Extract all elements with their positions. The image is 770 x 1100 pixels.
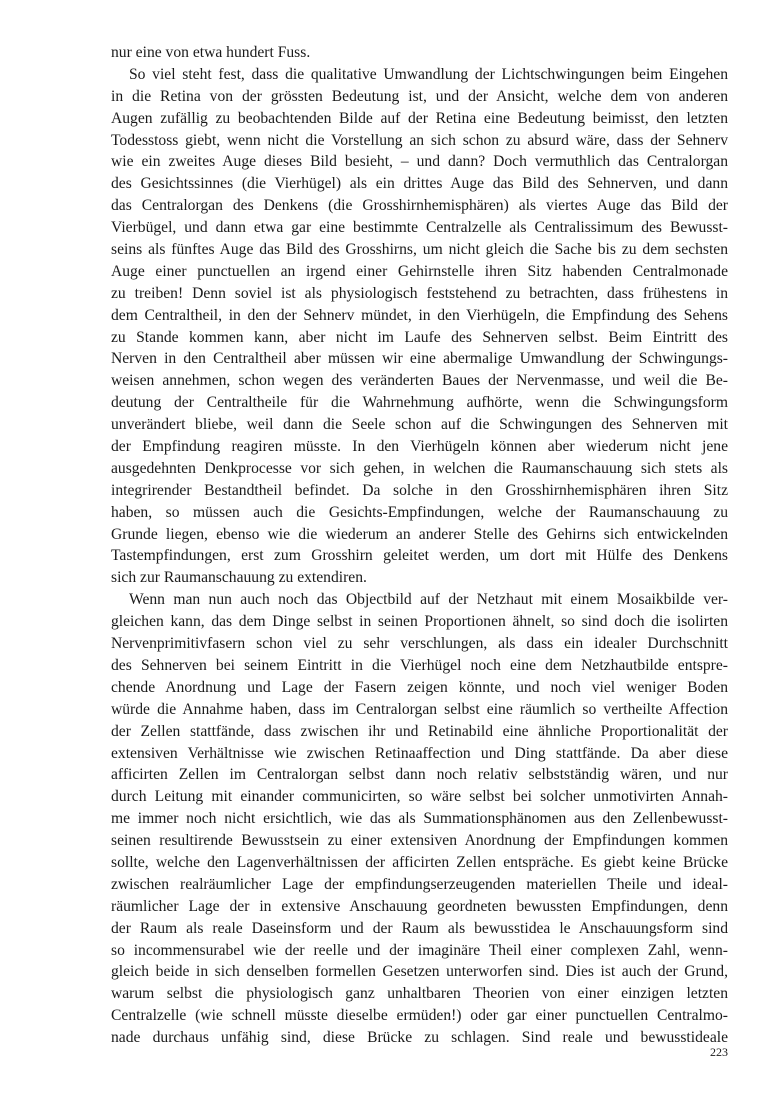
text-line: der Raum als reale Daseinsform und der Raum als bewusstidea le Anschauungsform sind xyxy=(111,919,728,937)
text-line: sollte, welche den Lagenverhältnissen der afficirten Zellen entspräche. Es giebt keine Brücke xyxy=(111,853,728,871)
text-line: chende Anordnung und Lage der Fasern zeigen könnte, und noch viel weniger Boden xyxy=(111,678,728,696)
text-line: nade durchaus unfähig sind, diese Brücke zu schlagen. Sind reale und bewusstideale xyxy=(111,1029,728,1047)
text-line: Grunde liegen, ebenso wie die wiederum an anderer Stelle des Gehirns sich entwickelnden xyxy=(111,525,728,543)
text-line: seins als fünftes Auge das Bild des Grosshirns, um nicht gleich die Sache bis zu dem sechsten xyxy=(111,241,728,259)
text-line: extensiven Verhältnisse wie zwischen Retinaaffection und Ding stattfände. Da aber diese xyxy=(111,744,728,762)
text-line: nur eine von etwa hundert Fuss. xyxy=(111,44,311,61)
paragraph-first-line: So viel steht fest, dass die qualitative Umwandlung der Lichtschwingungen beim Eingehen xyxy=(129,65,728,83)
text-line: unverändert bliebe, weil dann die Seele schon auf die Schwingungen des Sehnerven mit xyxy=(111,416,728,434)
text-line: in die Retina von der grössten Bedeutung ist, und der Ansicht, welche dem von anderen xyxy=(111,87,728,105)
text-line: Augen zufällig zu beobachtenden Bilde auf der Retina eine Bedeutung beimisst, den letzten xyxy=(111,109,728,127)
page-number: 223 xyxy=(710,1045,728,1059)
text-line: deutung der Centraltheile für die Wahrnehmung aufhörte, wenn die Schwingungsform xyxy=(111,394,728,412)
text-line: Nervenprimitivfasern schon viel zu sehr verschlungen, als dass ein idealer Durchschnitt xyxy=(111,635,728,653)
text-line: würde die Annahme haben, dass im Centralorgan selbst eine räumlich so vertheilte Affection xyxy=(111,700,728,718)
text-line: der Empfindung reagiren müsste. In den Vierhügeln können aber wiederum nicht jene xyxy=(111,438,728,456)
text-line: zu Stande kommen kann, aber nicht im Laufe des Sehnerven selbst. Beim Eintritt des xyxy=(111,328,728,346)
text-line: haben, so müssen auch die Gesichts-Empfindungen, welche der Raumanschauung zu xyxy=(111,503,728,521)
text-line: gleich beide in sich denselben formellen Gesetzen unterworfen sind. Dies ist auch der Grund, xyxy=(111,963,728,981)
text-line: zwischen realräumlicher Lage der empfindungserzeugenden materiellen Theile und ideal- xyxy=(111,875,728,893)
text-line: der Zellen stattfände, dass zwischen ihr und Retinabild eine ähnliche Proportionalität der xyxy=(111,722,728,740)
paragraph-first-line: Wenn man nun auch noch das Objectbild auf der Netzhaut mit einem Mosaikbilde ver- xyxy=(129,591,728,609)
text-line: me immer noch nicht ersichtlich, wie das als Summationsphänomen aus den Zellenbewusst- xyxy=(111,810,728,828)
text-line: seinen resultirende Bewusstsein zu einer extensiven Anordnung der Empfindungen kommen xyxy=(111,832,728,850)
text-line: Tastempfindungen, erst zum Grosshirn geleitet werden, um dort mit Hülfe des Denkens xyxy=(111,547,728,565)
text-line: integrirender Bestandtheil befindet. Da solche in den Grosshirnhemisphären ihren Sitz xyxy=(111,481,728,499)
text-line: Auge einer punctuellen an irgend einer Gehirnstelle ihren Sitz habenden Centralmonade xyxy=(111,262,728,280)
text-line: dem Centraltheil, in den der Sehnerv mündet, in den Vierhügeln, die Empfindung des Sehens xyxy=(111,306,728,324)
text-line xyxy=(111,1049,728,1071)
text-line: ausgedehnten Denkprocesse vor sich gehen, in welchen die Raumanschauung sich stets als xyxy=(111,459,728,477)
text-line: zu treiben! Denn soviel ist als physiologisch feststehend zu betrachten, dass frühestens in xyxy=(111,284,728,302)
text-line: weisen annehmen, schon wegen des veränderten Baues der Nervenmasse, und weil die Be- xyxy=(111,372,728,390)
text-line: gleichen kann, das dem Dinge selbst in seinen Proportionen ähnelt, so sind doch die isolirten xyxy=(111,613,728,631)
text-line: afficirten Zellen im Centralorgan selbst dann noch relativ selbstständig wären, und nur xyxy=(111,766,728,784)
text-line: durch Leitung mit einander communicirten, so wäre selbst bei solcher unmotivirten Annah- xyxy=(111,788,728,806)
text-line: Todesstoss giebt, wenn nicht die Vorstellung an sich schon zu absurd wäre, dass der Sehnerv xyxy=(111,131,728,149)
text-line: des Gesichtssinnes (die Vierhügel) als ein drittes Auge das Bild des Sehnerven, und dann xyxy=(111,175,728,193)
text-line: Centralzelle (wie schnell müsste dieselbe ermüden!) oder gar einer punctuellen Centralmo- xyxy=(111,1007,728,1025)
text-line: wie ein zweites Auge dieses Bild besieht, – und dann? Doch vermuthlich das Centralorgan xyxy=(111,153,728,171)
text-line: Vierbügel, und dann etwa gar eine bestimmte Centralzelle als Centralissimum des Bewusst- xyxy=(111,219,728,237)
text-line: so incommensurabel wie der reelle und der imaginäre Theil einer complexen Zahl, wenn- xyxy=(111,941,728,959)
text-line: sich zur Raumanschauung zu extendiren. xyxy=(111,569,367,587)
text-line: Nerven in den Centraltheil aber müssen wir eine abermalige Umwandlung der Schwingungs- xyxy=(111,350,728,368)
body-text xyxy=(111,42,728,1071)
text-line: räumlicher Lage der in extensive Anschauung geordneten bewussten Empfindungen, denn xyxy=(111,897,728,915)
text-line: warum selbst die physiologisch ganz unhaltbaren Theorien von einer einzigen letzten xyxy=(111,985,728,1003)
text-line: des Sehnerven bei seinem Eintritt in die Vierhügel noch eine dem Netzhautbilde entspre- xyxy=(111,656,728,674)
text-line: das Centralorgan des Denkens (die Grosshirnhemisphären) als viertes Auge das Bild der xyxy=(111,197,728,215)
